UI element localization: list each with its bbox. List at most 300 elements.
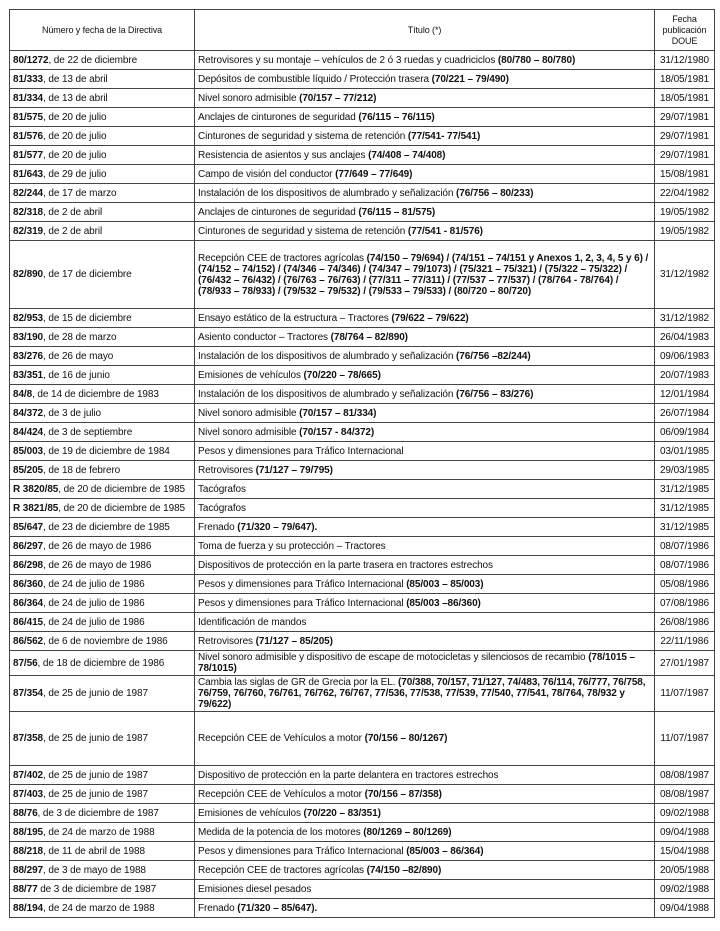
amended-references: (76/115 – 76/115): [358, 111, 435, 123]
amended-references: (74/150 –82/890): [366, 864, 442, 876]
publication-date-cell: 22/11/1986: [655, 632, 715, 651]
title-text: Campo de visión del conductor: [198, 168, 336, 180]
title-text: Nivel sonoro admisible y dispositivo de escape de motocicletas y silenciosos de recambio: [198, 652, 589, 663]
amended-references: (77/541- 77/541): [407, 130, 481, 142]
directive-date: , de 19 de diciembre de 1984: [43, 445, 170, 457]
amended-references: (76/756 –82/244): [456, 350, 531, 362]
title-cell: [195, 823, 655, 842]
table-row: [10, 785, 715, 804]
directive-number: R 3820/85: [13, 483, 59, 495]
title-cell: [195, 766, 655, 785]
amended-references: (76/756 – 83/276): [456, 388, 534, 400]
title-text: Instalación de los dispositivos de alumbrado y señalización: [198, 350, 457, 362]
directive-date: , de 28 de marzo: [43, 331, 117, 343]
directive-number: 88/218: [13, 845, 43, 857]
directive-number: 86/360: [13, 578, 43, 590]
title-text: Recepción CEE de Vehículos a motor: [198, 788, 365, 800]
table-row: [10, 385, 715, 404]
title-text: Emisiones de vehículos: [198, 807, 304, 819]
directive-date: , de 24 de marzo de 1988: [43, 826, 155, 838]
directive-number: 86/298: [13, 559, 43, 571]
directive-cell: [10, 518, 195, 537]
title-cell: [195, 222, 655, 241]
directive-number: 86/415: [13, 616, 43, 628]
header-title: Título (*): [195, 10, 655, 51]
directive-cell: [10, 499, 195, 518]
table-row: [10, 70, 715, 89]
header-publication-date: Fecha publicación DOUE: [655, 10, 715, 51]
directive-cell: [10, 804, 195, 823]
publication-date-cell: 26/07/1984: [655, 404, 715, 423]
title-cell: [195, 613, 655, 632]
title-text: Ensayo estático de la estructura – Tractores: [198, 312, 392, 324]
directive-number: 87/403: [13, 788, 43, 800]
directive-number: 83/276: [13, 350, 43, 362]
publication-date-cell: 09/06/1983: [655, 347, 715, 366]
directive-number: 88/77: [13, 883, 38, 895]
directive-date: , de 20 de julio: [43, 130, 107, 142]
directive-date: , de 20 de julio: [43, 111, 107, 123]
directive-number: 85/205: [13, 464, 43, 476]
amended-references: (70/157 – 81/334): [299, 407, 377, 419]
table-row: [10, 461, 715, 480]
directive-date: , de 25 de junio de 1987: [43, 688, 148, 699]
table-row: [10, 184, 715, 203]
directive-number: 81/643: [13, 168, 43, 180]
directive-cell: [10, 712, 195, 766]
publication-date-cell: 29/07/1981: [655, 127, 715, 146]
directive-cell: [10, 146, 195, 165]
table-row: [10, 442, 715, 461]
publication-date-cell: 26/04/1983: [655, 328, 715, 347]
amended-references: (77/649 – 77/649): [335, 168, 413, 180]
publication-date-cell: 19/05/1982: [655, 222, 715, 241]
title-text: Instalación de los dispositivos de alumbrado y señalización: [198, 187, 457, 199]
publication-date-cell: 29/07/1981: [655, 108, 715, 127]
directive-cell: [10, 165, 195, 184]
title-text: Medida de la potencia de los motores: [198, 826, 364, 838]
title-cell: [195, 203, 655, 222]
table-row: [10, 676, 715, 712]
table-row: [10, 518, 715, 537]
table-row: [10, 651, 715, 676]
table-row: [10, 108, 715, 127]
publication-date-cell: 08/08/1987: [655, 766, 715, 785]
table-row: [10, 328, 715, 347]
title-text: Instalación de los dispositivos de alumbrado y señalización: [198, 388, 457, 400]
directive-date: , de 25 de junio de 1987: [43, 788, 148, 800]
directive-date: , de 20 de diciembre de 1985: [58, 502, 185, 514]
table-row: [10, 594, 715, 613]
title-text: Recepción CEE de tractores agrícolas: [198, 252, 367, 264]
publication-date-cell: 08/08/1987: [655, 785, 715, 804]
title-cell: [195, 651, 655, 676]
directive-number: 81/333: [13, 73, 43, 85]
table-header-row: [10, 10, 715, 51]
table-row: [10, 309, 715, 328]
directive-date: , de 3 de mayo de 1988: [43, 864, 146, 876]
directive-date: , de 22 de diciembre: [48, 54, 138, 66]
directive-cell: [10, 823, 195, 842]
amended-references: (70/156 – 80/1267): [364, 733, 448, 744]
publication-date-cell: 18/05/1981: [655, 89, 715, 108]
amended-references: (74/150 – 79/694) / (74/151 – 74/151 y Anexos 1, 2, 3, 4, 5 y 6) / (74/152 – 74/152) / (74/346 – 74/346) / (74/347 – 79/1073) / (75/321 – 75/321) / (75/322 – 75/322) / (76/432 – 76/432) / (76/763 – 76/763) / (77/311 – 77/311) / (77/537 – 77/537) / (78/764 - 78/764) / (78/933 – 78/933) / (79/532 – 79/532) / (79/533 – 79/533) / (80/720 – 80/720): [198, 252, 649, 297]
title-cell: [195, 785, 655, 804]
directive-cell: [10, 442, 195, 461]
title-text: Tacógrafos: [198, 483, 246, 495]
publication-date-cell: 11/07/1987: [655, 712, 715, 766]
title-cell: [195, 594, 655, 613]
title-text: Cinturones de seguridad y sistema de retención: [198, 225, 408, 237]
title-cell: [195, 899, 655, 918]
table-row: [10, 423, 715, 442]
amended-references: (71/320 – 79/647).: [237, 521, 318, 533]
directive-cell: [10, 423, 195, 442]
directive-cell: [10, 594, 195, 613]
directive-cell: [10, 404, 195, 423]
table-row: [10, 823, 715, 842]
title-text: Asiento conductor – Tractores: [198, 331, 331, 343]
directive-date: , de 23 de diciembre de 1985: [43, 521, 170, 533]
table-row: [10, 366, 715, 385]
title-text: Emisiones de vehículos: [198, 369, 304, 381]
directive-number: 82/890: [13, 269, 43, 280]
amended-references: (76/115 – 81/575): [358, 206, 436, 218]
title-cell: [195, 442, 655, 461]
directive-date: , de 16 de junio: [43, 369, 110, 381]
publication-date-cell: 09/04/1988: [655, 823, 715, 842]
directive-date: de 3 de diciembre de 1987: [37, 883, 157, 895]
publication-date-cell: 03/01/1985: [655, 442, 715, 461]
directive-number: 80/1272: [13, 54, 49, 66]
title-cell: [195, 804, 655, 823]
publication-date-cell: 09/02/1988: [655, 804, 715, 823]
title-cell: [195, 165, 655, 184]
directive-number: 83/351: [13, 369, 43, 381]
title-text: Recepción CEE de Vehículos a motor: [198, 733, 365, 744]
publication-date-cell: 09/04/1988: [655, 899, 715, 918]
publication-date-cell: 11/07/1987: [655, 676, 715, 712]
directive-date: , de 26 de mayo: [43, 350, 114, 362]
amended-references: (70/157 – 77/212): [299, 92, 377, 104]
amended-references: (70/220 – 83/351): [303, 807, 381, 819]
directive-cell: [10, 184, 195, 203]
title-cell: [195, 676, 655, 712]
directive-number: 86/562: [13, 635, 43, 647]
directive-number: 86/297: [13, 540, 43, 552]
title-text: Cambia las siglas de GR de Grecia por la EL.: [198, 677, 399, 688]
amended-references: (71/127 – 85/205): [255, 635, 333, 647]
title-cell: [195, 480, 655, 499]
title-text: Resistencia de asientos y sus anclajes: [198, 149, 369, 161]
publication-date-cell: 08/07/1986: [655, 556, 715, 575]
directive-cell: [10, 480, 195, 499]
directive-number: 83/190: [13, 331, 43, 343]
title-cell: [195, 518, 655, 537]
directive-date: , de 20 de diciembre de 1985: [58, 483, 185, 495]
directive-number: 87/56: [13, 657, 38, 669]
directive-date: , de 11 de abril de 1988: [43, 845, 145, 857]
directive-number: 86/364: [13, 597, 43, 609]
directive-cell: [10, 222, 195, 241]
amended-references: (70/157 - 84/372): [299, 426, 375, 438]
directive-number: 87/358: [13, 733, 43, 744]
table-row: [10, 613, 715, 632]
table-row: [10, 241, 715, 309]
amended-references: (77/541 - 81/576): [407, 225, 483, 237]
table-row: [10, 347, 715, 366]
table-row: [10, 222, 715, 241]
title-cell: [195, 537, 655, 556]
title-text: Frenado: [198, 902, 238, 914]
directive-cell: [10, 766, 195, 785]
directive-date: , de 24 de julio de 1986: [43, 597, 145, 609]
directive-date: , de 25 de junio de 1987: [43, 769, 148, 781]
publication-date-cell: 31/12/1982: [655, 241, 715, 309]
table-row: [10, 203, 715, 222]
title-cell: [195, 880, 655, 899]
publication-date-cell: 15/08/1981: [655, 165, 715, 184]
amended-references: (85/003 –86/360): [406, 597, 481, 609]
directive-date: , de 2 de abril: [43, 206, 103, 218]
publication-date-cell: 31/12/1982: [655, 309, 715, 328]
title-text: Depósitos de combustible líquido / Protección trasera: [198, 73, 432, 85]
title-text: Pesos y dimensiones para Tráfico Internacional: [198, 445, 404, 457]
directive-cell: [10, 537, 195, 556]
publication-date-cell: 15/04/1988: [655, 842, 715, 861]
title-text: Anclajes de cinturones de seguridad: [198, 111, 359, 123]
title-text: Cinturones de seguridad y sistema de retención: [198, 130, 408, 142]
directive-number: 81/334: [13, 92, 43, 104]
directive-cell: [10, 676, 195, 712]
directive-number: 84/8: [13, 388, 33, 400]
table-row: [10, 712, 715, 766]
directive-number: 84/372: [13, 407, 43, 419]
title-cell: [195, 309, 655, 328]
directive-number: 81/577: [13, 149, 43, 161]
table-row: [10, 404, 715, 423]
directive-cell: [10, 785, 195, 804]
title-text: Emisiones diesel pesados: [198, 883, 312, 895]
directive-cell: [10, 385, 195, 404]
title-text: Frenado: [198, 521, 238, 533]
amended-references: (78/764 – 82/890): [330, 331, 408, 343]
title-cell: [195, 70, 655, 89]
title-cell: [195, 366, 655, 385]
directive-number: 87/402: [13, 769, 43, 781]
table-row: [10, 766, 715, 785]
directive-number: 88/76: [13, 807, 38, 819]
directive-number: 82/319: [13, 225, 43, 237]
directive-date: , de 15 de diciembre: [43, 312, 132, 324]
table-row: [10, 575, 715, 594]
directive-date: , de 26 de mayo de 1986: [43, 559, 152, 571]
directive-number: 82/318: [13, 206, 43, 218]
directive-date: , de 3 de diciembre de 1987: [37, 807, 159, 819]
table-row: [10, 499, 715, 518]
directive-date: , de 14 de diciembre de 1983: [32, 388, 159, 400]
table-row: [10, 861, 715, 880]
title-cell: [195, 861, 655, 880]
title-text: Retrovisores: [198, 464, 256, 476]
publication-date-cell: 22/04/1982: [655, 184, 715, 203]
directive-date: , de 18 de diciembre de 1986: [37, 657, 165, 669]
publication-date-cell: 29/03/1985: [655, 461, 715, 480]
publication-date-cell: 12/01/1984: [655, 385, 715, 404]
amended-references: (71/320 – 85/647).: [237, 902, 318, 914]
publication-date-cell: 26/08/1986: [655, 613, 715, 632]
amended-references: (70/221 – 79/490): [431, 73, 509, 85]
directive-cell: [10, 556, 195, 575]
directive-date: , de 18 de febrero: [43, 464, 121, 476]
publication-date-cell: 31/12/1985: [655, 499, 715, 518]
publication-date-cell: 08/07/1986: [655, 537, 715, 556]
amended-references: (78/1015 – 78/1015): [198, 652, 636, 674]
directive-cell: [10, 328, 195, 347]
title-cell: [195, 89, 655, 108]
publication-date-cell: 31/12/1985: [655, 480, 715, 499]
table-row: [10, 89, 715, 108]
publication-date-cell: 07/08/1986: [655, 594, 715, 613]
title-text: Retrovisores: [198, 635, 256, 647]
amended-references: (85/003 – 86/364): [406, 845, 484, 857]
title-text: Pesos y dimensiones para Tráfico Internacional: [198, 578, 407, 590]
directive-cell: [10, 108, 195, 127]
title-cell: [195, 461, 655, 480]
directive-date: , de 25 de junio de 1987: [43, 733, 148, 744]
title-cell: [195, 575, 655, 594]
title-cell: [195, 146, 655, 165]
publication-date-cell: 18/05/1981: [655, 70, 715, 89]
directive-date: , de 17 de diciembre: [43, 269, 132, 280]
directive-cell: [10, 241, 195, 309]
title-text: Nivel sonoro admisible: [198, 426, 300, 438]
table-row: [10, 127, 715, 146]
publication-date-cell: 19/05/1982: [655, 203, 715, 222]
table-row: [10, 51, 715, 70]
directive-number: R 3821/85: [13, 502, 59, 514]
amended-references: (70/388, 70/157, 71/127, 74/483, 76/114, 76/777, 76/758, 76/759, 76/760, 76/761, 76/762, 76/767, 77/536, 77/538, 77/539, 77/540, 77/541, 78/764, 78/932 y 79/622): [198, 677, 646, 710]
table-row: [10, 899, 715, 918]
directive-date: , de 2 de abril: [43, 225, 103, 237]
publication-date-cell: 20/07/1983: [655, 366, 715, 385]
directive-number: 88/194: [13, 902, 43, 914]
directive-cell: [10, 51, 195, 70]
amended-references: (80/1269 – 80/1269): [363, 826, 452, 838]
directive-date: , de 3 de septiembre: [43, 426, 133, 438]
table-row: [10, 480, 715, 499]
directive-cell: [10, 89, 195, 108]
directive-cell: [10, 880, 195, 899]
directive-number: 82/953: [13, 312, 43, 324]
directive-cell: [10, 842, 195, 861]
directive-number: 81/576: [13, 130, 43, 142]
title-text: Pesos y dimensiones para Tráfico Internacional: [198, 597, 407, 609]
table-row: [10, 556, 715, 575]
title-cell: [195, 51, 655, 70]
title-cell: [195, 423, 655, 442]
amended-references: (71/127 – 79/795): [255, 464, 333, 476]
directive-date: , de 17 de marzo: [43, 187, 117, 199]
directive-number: 85/647: [13, 521, 43, 533]
directive-cell: [10, 461, 195, 480]
table-row: [10, 165, 715, 184]
title-cell: [195, 499, 655, 518]
amended-references: (70/220 – 78/665): [303, 369, 381, 381]
amended-references: (85/003 – 85/003): [406, 578, 484, 590]
title-text: Pesos y dimensiones para Tráfico Internacional: [198, 845, 407, 857]
title-text: Tacógrafos: [198, 502, 246, 514]
title-cell: [195, 842, 655, 861]
title-text: Recepción CEE de tractores agrícolas: [198, 864, 367, 876]
publication-date-cell: 29/07/1981: [655, 146, 715, 165]
title-cell: [195, 404, 655, 423]
directive-cell: [10, 632, 195, 651]
title-text: Anclajes de cinturones de seguridad: [198, 206, 359, 218]
table-row: [10, 146, 715, 165]
title-cell: [195, 108, 655, 127]
directive-number: 81/575: [13, 111, 43, 123]
directive-cell: [10, 70, 195, 89]
directive-date: , de 24 de marzo de 1988: [43, 902, 155, 914]
directive-number: 84/424: [13, 426, 43, 438]
title-cell: [195, 712, 655, 766]
title-cell: [195, 385, 655, 404]
directive-date: , de 6 de noviembre de 1986: [43, 635, 168, 647]
title-cell: [195, 556, 655, 575]
directive-date: , de 13 de abril: [43, 73, 108, 85]
publication-date-cell: 31/12/1985: [655, 518, 715, 537]
table-row: [10, 632, 715, 651]
title-cell: [195, 184, 655, 203]
directive-date: , de 20 de julio: [43, 149, 107, 161]
title-cell: [195, 632, 655, 651]
publication-date-cell: 05/08/1986: [655, 575, 715, 594]
publication-date-cell: 31/12/1980: [655, 51, 715, 70]
directive-number: 82/244: [13, 187, 43, 199]
table-body: [10, 51, 715, 918]
directive-date: , de 13 de abril: [43, 92, 108, 104]
directive-number: 87/354: [13, 688, 43, 699]
table-row: [10, 880, 715, 899]
directive-date: , de 3 de julio: [43, 407, 101, 419]
directive-cell: [10, 203, 195, 222]
title-text: Nivel sonoro admisible: [198, 92, 300, 104]
directive-cell: [10, 366, 195, 385]
directive-date: , de 24 de julio de 1986: [43, 578, 145, 590]
directive-cell: [10, 309, 195, 328]
directive-number: 85/003: [13, 445, 43, 457]
directive-number: 88/297: [13, 864, 43, 876]
amended-references: (70/156 – 87/358): [364, 788, 442, 800]
title-text: Toma de fuerza y su protección – Tractores: [198, 540, 386, 552]
directive-cell: [10, 127, 195, 146]
publication-date-cell: 27/01/1987: [655, 651, 715, 676]
amended-references: (76/756 – 80/233): [456, 187, 534, 199]
title-text: Identificación de mandos: [198, 616, 307, 628]
directive-cell: [10, 347, 195, 366]
title-cell: [195, 241, 655, 309]
title-cell: [195, 328, 655, 347]
directive-cell: [10, 651, 195, 676]
directive-date: , de 24 de julio de 1986: [43, 616, 145, 628]
title-cell: [195, 127, 655, 146]
directive-cell: [10, 613, 195, 632]
amended-references: (74/408 – 74/408): [368, 149, 446, 161]
title-text: Nivel sonoro admisible: [198, 407, 300, 419]
publication-date-cell: 09/02/1988: [655, 880, 715, 899]
table-row: [10, 804, 715, 823]
